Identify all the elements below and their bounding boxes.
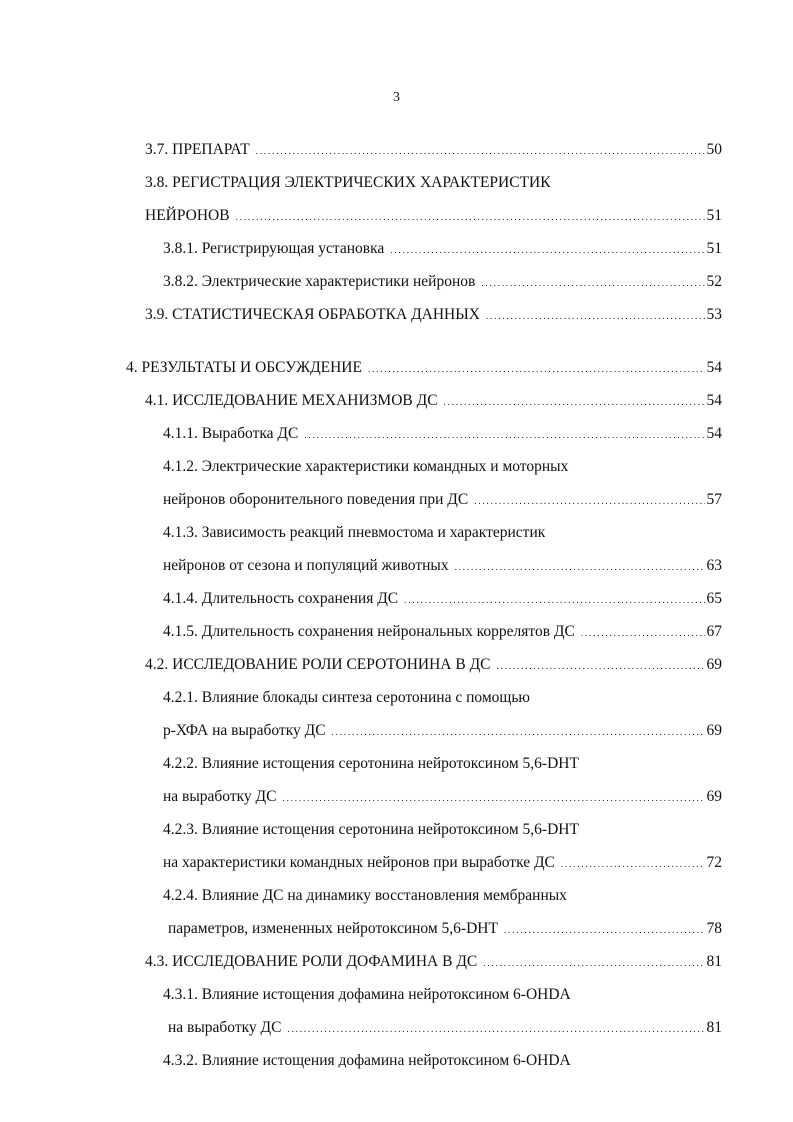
toc-leader-dots: [483, 951, 704, 974]
toc-leader-dots: [390, 238, 704, 261]
toc-entry-page: 54: [706, 392, 722, 409]
toc-entry: [163, 238, 722, 260]
toc-leader-dots: [304, 423, 704, 446]
toc-entry: [163, 456, 722, 478]
toc-entry-title: на выработку ДС: [168, 1019, 282, 1036]
toc-entry-title: 4.3. ИССЛЕДОВАНИЕ РОЛИ ДОФАМИНА В ДС: [145, 953, 478, 970]
toc-entry-page: 52: [706, 273, 722, 290]
toc-entry: [145, 951, 722, 973]
toc-entry-page: 69: [706, 656, 722, 673]
toc-entry-title: 4.1.3. Зависимость реакций пневмостома и характеристик: [163, 524, 546, 541]
toc-entry-title: 4.1.5. Длительность сохранения нейрональных коррелятов ДС: [163, 623, 575, 640]
toc-entry-title: НЕЙРОНОВ: [145, 207, 230, 224]
toc-entry: [163, 852, 722, 874]
toc-entry-title: 3.8.1. Регистрирующая установка: [163, 240, 385, 257]
toc-leader-dots: [561, 852, 705, 875]
toc-entry-title: 4.3.1. Влияние истощения дофамина нейротоксином 6-OHDA: [163, 986, 571, 1003]
toc-entry-title: 4.1.4. Длительность сохранения ДС: [163, 590, 399, 607]
toc-entry-title: 4.1. ИССЛЕДОВАНИЕ МЕХАНИЗМОВ ДС: [145, 392, 438, 409]
toc-entry: [145, 172, 722, 194]
toc-entry: [126, 357, 722, 379]
toc-entry-page: 57: [706, 491, 722, 508]
toc-leader-dots: [236, 205, 705, 228]
toc-entry-title: на характеристики командных нейронов при выработке ДС: [163, 854, 555, 871]
page-number: 3: [393, 90, 400, 105]
toc-entry: [145, 654, 722, 676]
toc-entry-title: р-ХФА на выработку ДС: [163, 722, 326, 739]
toc-entry-title: 4. РЕЗУЛЬТАТЫ И ОБСУЖДЕНИЕ: [126, 359, 362, 376]
toc-entry-title: на выработку ДС: [163, 788, 277, 805]
toc-entry: [163, 1050, 722, 1072]
toc-entry-page: 65: [706, 590, 722, 607]
toc-entry-page: 51: [706, 207, 722, 224]
toc-entry: [163, 423, 722, 445]
toc-entry: [163, 522, 722, 544]
toc-entry: [163, 786, 722, 808]
toc-entry-page: 69: [706, 788, 722, 805]
toc-entry: [163, 984, 722, 1006]
toc-entry-title: 4.2.3. Влияние истощения серотонина нейротоксином 5,6-DHT: [163, 821, 579, 838]
toc-entry-page: 69: [706, 722, 722, 739]
toc-entry: [163, 588, 722, 610]
toc-entry-page: 50: [706, 141, 722, 158]
toc-entry-page: 72: [706, 854, 722, 871]
toc-entry-title: 4.2.4. Влияние ДС на динамику восстановления мембранных: [163, 887, 567, 904]
toc-leader-dots: [287, 1017, 704, 1040]
toc-entry-title: 4.1.1. Выработка ДС: [163, 425, 299, 442]
toc-leader-dots: [368, 357, 705, 380]
toc-leader-dots: [486, 304, 705, 327]
toc-entry: [168, 1017, 722, 1039]
toc-entry-page: 54: [706, 359, 722, 376]
toc-entry-page: 54: [706, 425, 722, 442]
toc-entry: [163, 489, 722, 511]
toc-entry: [163, 819, 722, 841]
toc-entry-page: 81: [706, 1019, 722, 1036]
toc-leader-dots: [444, 390, 705, 413]
toc-leader-dots: [332, 720, 705, 743]
toc-entry-title: 3.8.2. Электрические характеристики нейронов: [163, 273, 476, 290]
toc-entry-page: 81: [706, 953, 722, 970]
toc-entry: [163, 271, 722, 293]
toc-entry-title: нейронов от сезона и популяций животных: [163, 557, 449, 574]
toc-entry-page: 51: [706, 240, 722, 257]
toc-entry: [145, 205, 722, 227]
toc-entry-title: 4.2.1. Влияние блокады синтеза серотонина с помощью: [163, 689, 530, 706]
toc-entry-page: 53: [706, 306, 722, 323]
toc-entry: [163, 885, 722, 907]
toc-entry: [163, 621, 722, 643]
toc-entry-title: 4.2. ИССЛЕДОВАНИЕ РОЛИ СЕРОТОНИНА В ДС: [145, 656, 491, 673]
toc-entry: [163, 555, 722, 577]
toc-leader-dots: [474, 489, 704, 512]
toc-entry: [145, 139, 722, 161]
toc-leader-dots: [282, 786, 704, 809]
toc-entry: [163, 753, 722, 775]
toc-leader-dots: [404, 588, 704, 611]
toc-entry: [145, 390, 722, 412]
toc-entry-title: нейронов оборонительного поведения при ДС: [163, 491, 469, 508]
toc-entry-page: 78: [706, 920, 722, 937]
toc-entry: [145, 304, 722, 326]
toc-entry-title: 4.3.2. Влияние истощения дофамина нейротоксином 6-OHDA: [163, 1052, 571, 1069]
toc-entry-title: 3.7. ПРЕПАРАТ: [145, 141, 250, 158]
toc-leader-dots: [455, 555, 705, 578]
toc-entry-title: 3.8. РЕГИСТРАЦИЯ ЭЛЕКТРИЧЕСКИХ ХАРАКТЕРИСТИК: [145, 174, 551, 191]
toc-entry: [163, 687, 722, 709]
toc-entry-page: 67: [706, 623, 722, 640]
toc-entry-page: 63: [706, 557, 722, 574]
toc-leader-dots: [504, 918, 705, 941]
toc-leader-dots: [256, 139, 705, 162]
toc-leader-dots: [581, 621, 705, 644]
toc-entry-title: 4.1.2. Электрические характеристики командных и моторных: [163, 458, 569, 475]
toc-leader-dots: [497, 654, 705, 677]
toc-leader-dots: [481, 271, 704, 294]
toc-entry: [163, 720, 722, 742]
toc-entry-title: 3.9. СТАТИСТИЧЕСКАЯ ОБРАБОТКА ДАННЫХ: [145, 306, 480, 323]
toc-entry-title: 4.2.2. Влияние истощения серотонина нейротоксином 5,6-DHT: [163, 755, 579, 772]
toc-entry-title: параметров, измененных нейротоксином 5,6-DHT: [168, 920, 498, 937]
toc-entry: [168, 918, 722, 940]
